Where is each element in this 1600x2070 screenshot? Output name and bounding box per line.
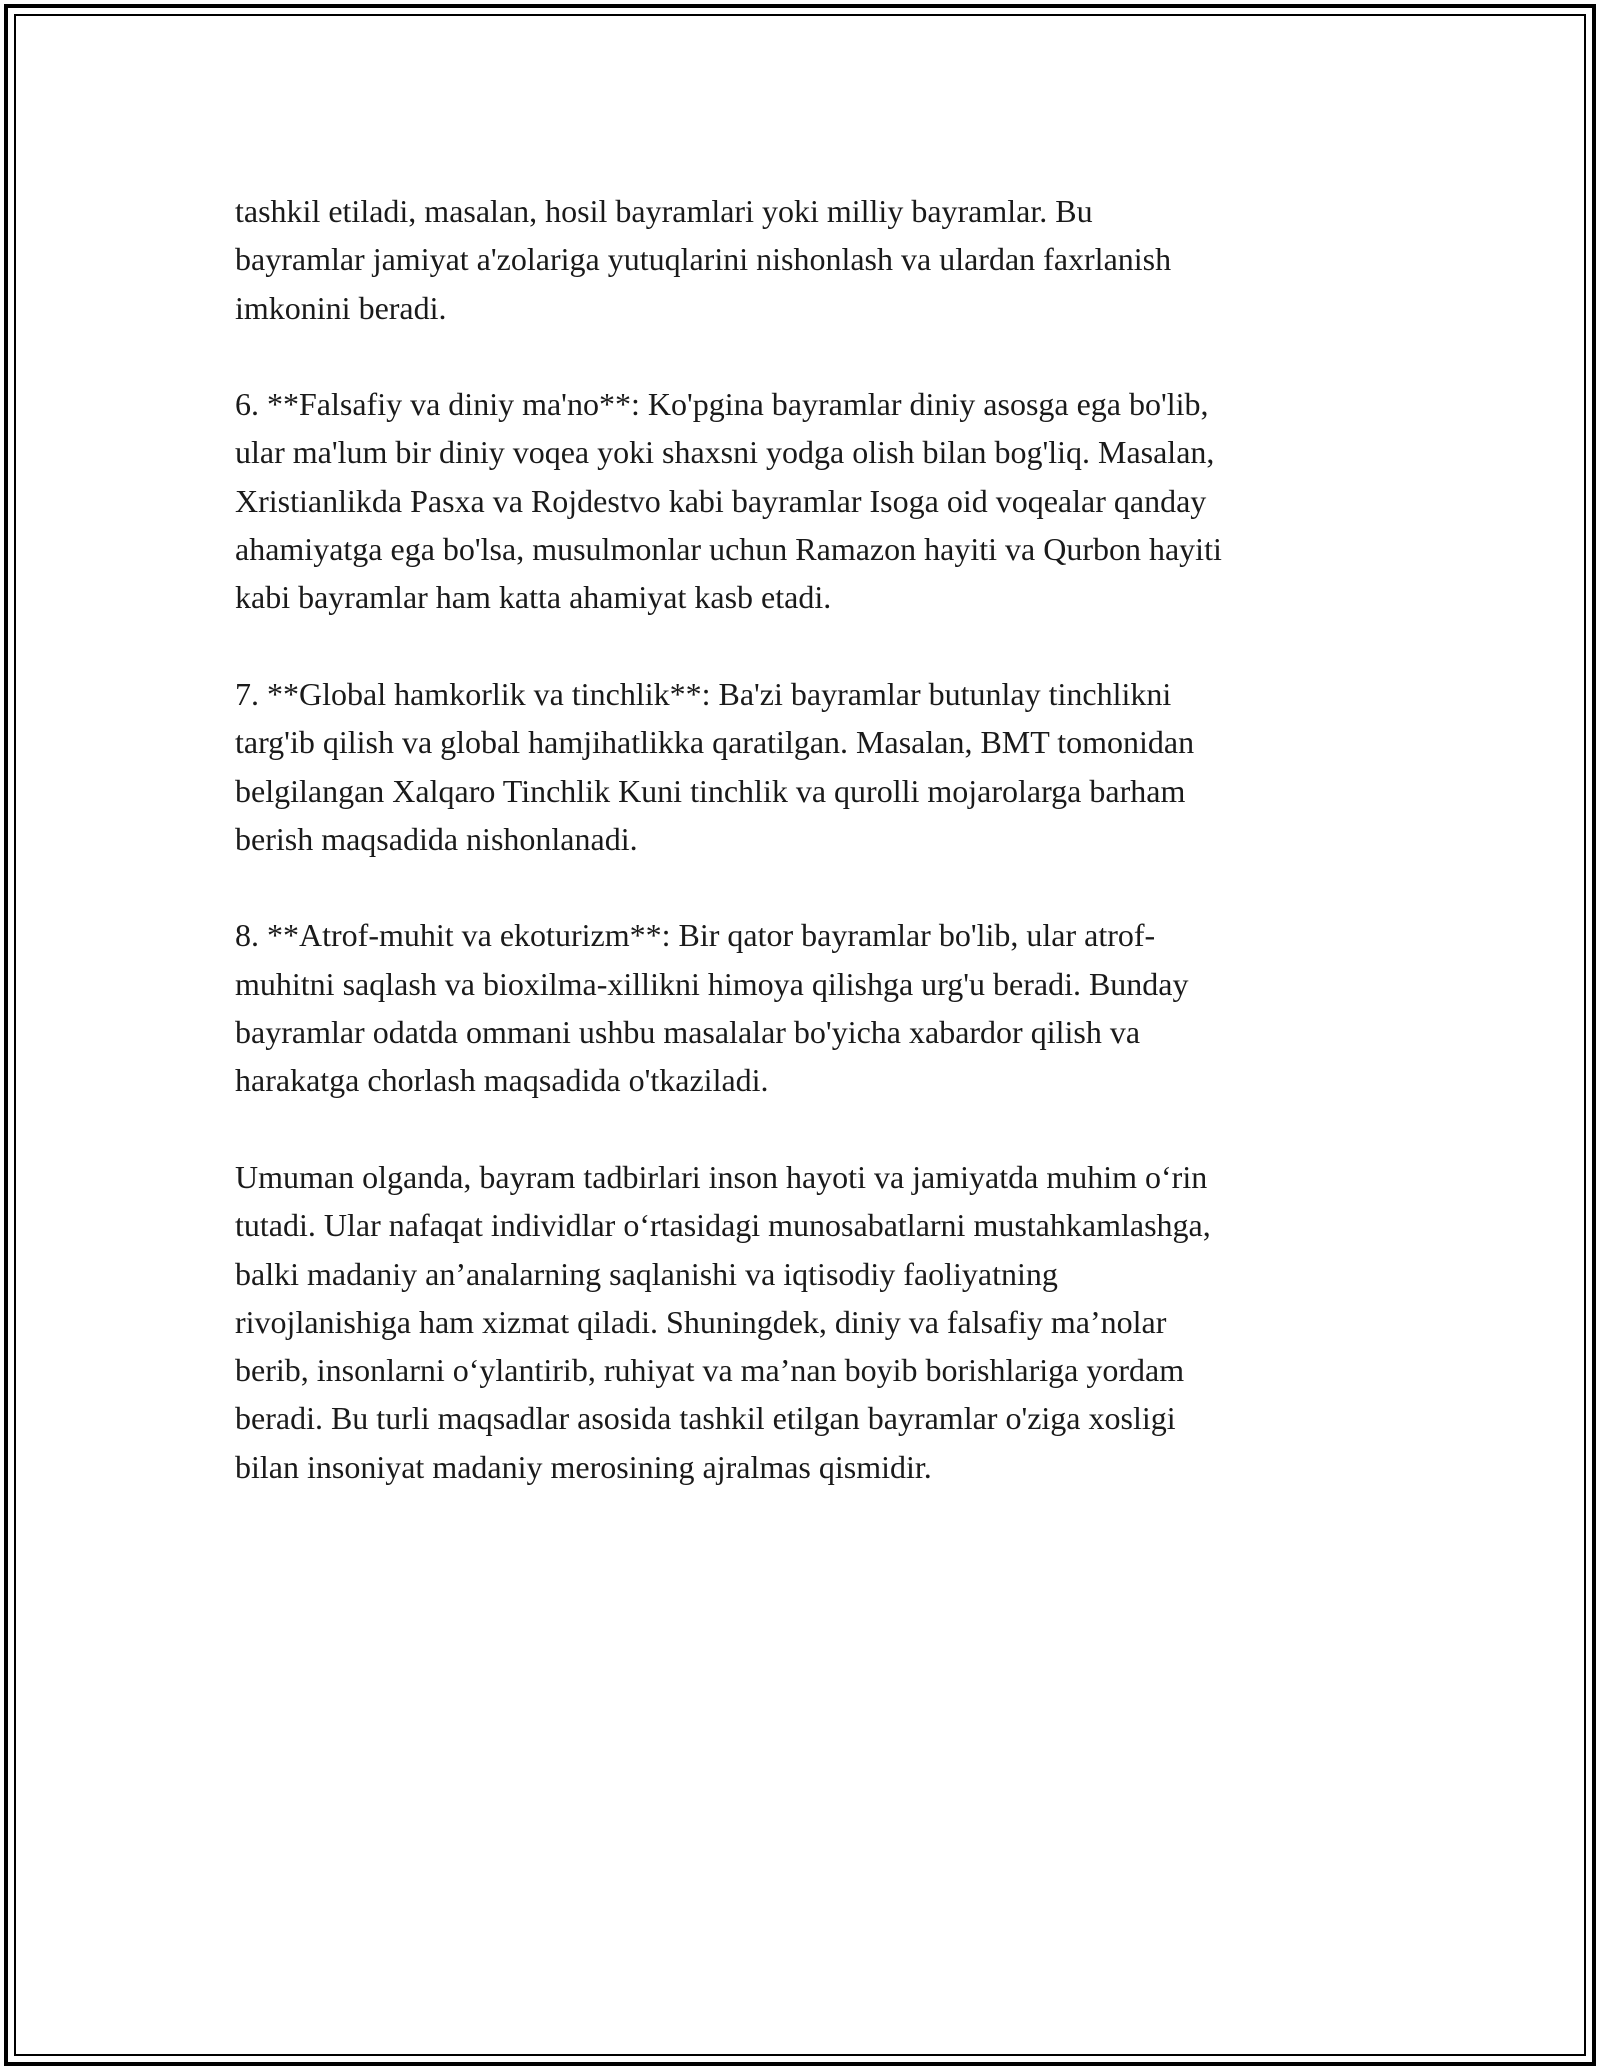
text-line: 6. **Falsafiy va diniy ma'no**: Ko'pgina bayramlar diniy asosga ega bo'lib, — [235, 386, 1209, 423]
text-line: 7. **Global hamkorlik va tinchlik**: Ba'zi bayramlar butunlay tinchlikni — [235, 675, 1172, 712]
text-line: imkonini beradi. — [235, 289, 447, 326]
text-line: tashkil etiladi, masalan, hosil bayramlari yoki milliy bayramlar. Bu — [235, 193, 1093, 229]
paragraph-item-8 — [235, 911, 1375, 1104]
paragraph-item-6 — [235, 380, 1375, 621]
text-line: tutadi. Ular nafaqat individlar o‘rtasidagi munosabatlarni mustahkamlashga, — [235, 1207, 1211, 1244]
text-line: ahamiyatga ega bo'lsa, musulmonlar uchun Ramazon hayiti va Qurbon hayiti — [235, 531, 1222, 568]
text-line: harakatga chorlash maqsadida o'tkaziladi. — [235, 1062, 769, 1099]
text-line: 8. **Atrof-muhit va ekoturizm**: Bir qator bayramlar bo'lib, ular atrof- — [235, 917, 1156, 954]
text-line: bayramlar odatda ommani ushbu masalalar bo'yicha xabardor qilish va — [235, 1014, 1141, 1051]
text-line: berib, insonlarni o‘ylantirib, ruhiyat va ma’nan boyib borishlariga yordam — [235, 1352, 1185, 1389]
text-line: Umuman olganda, bayram tadbirlari inson hayoti va jamiyatda muhim o‘rin — [235, 1158, 1208, 1195]
text-line: bayramlar jamiyat a'zolariga yutuqlarini nishonlash va ulardan faxrlanish — [235, 241, 1172, 278]
paragraph-continuation — [235, 187, 1375, 332]
text-line: Xristianlikda Pasxa va Rojdestvo kabi bayramlar Isoga oid voqealar qanday — [235, 482, 1207, 519]
text-line: belgilangan Xalqaro Tinchlik Kuni tinchlik va qurolli mojarolarga barham — [235, 772, 1186, 809]
text-line: muhitni saqlash va bioxilma-xillikni himoya qilishga urg'u beradi. Bunday — [235, 965, 1189, 1002]
text-line: beradi. Bu turli maqsadlar asosida tashkil etilgan bayramlar o'ziga xosligi — [235, 1400, 1176, 1437]
text-line: rivojlanishiga ham xizmat qiladi. Shuningdek, diniy va falsafiy ma’nolar — [235, 1303, 1167, 1340]
text-line: kabi bayramlar ham katta ahamiyat kasb etadi. — [235, 579, 832, 616]
document-body — [235, 187, 1375, 1539]
paragraph-conclusion — [235, 1153, 1375, 1491]
text-line: bilan insoniyat madaniy merosining ajralmas qismidir. — [235, 1448, 932, 1485]
text-line: ular ma'lum bir diniy voqea yoki shaxsni yodga olish bilan bog'liq. Masalan, — [235, 434, 1215, 471]
text-line: targ'ib qilish va global hamjihatlikka qaratilgan. Masalan, BMT tomonidan — [235, 724, 1195, 761]
paragraph-item-7 — [235, 670, 1375, 863]
text-line: berish maqsadida nishonlanadi. — [235, 820, 638, 857]
text-line: balki madaniy an’analarning saqlanishi va iqtisodiy faoliyatning — [235, 1255, 1058, 1292]
